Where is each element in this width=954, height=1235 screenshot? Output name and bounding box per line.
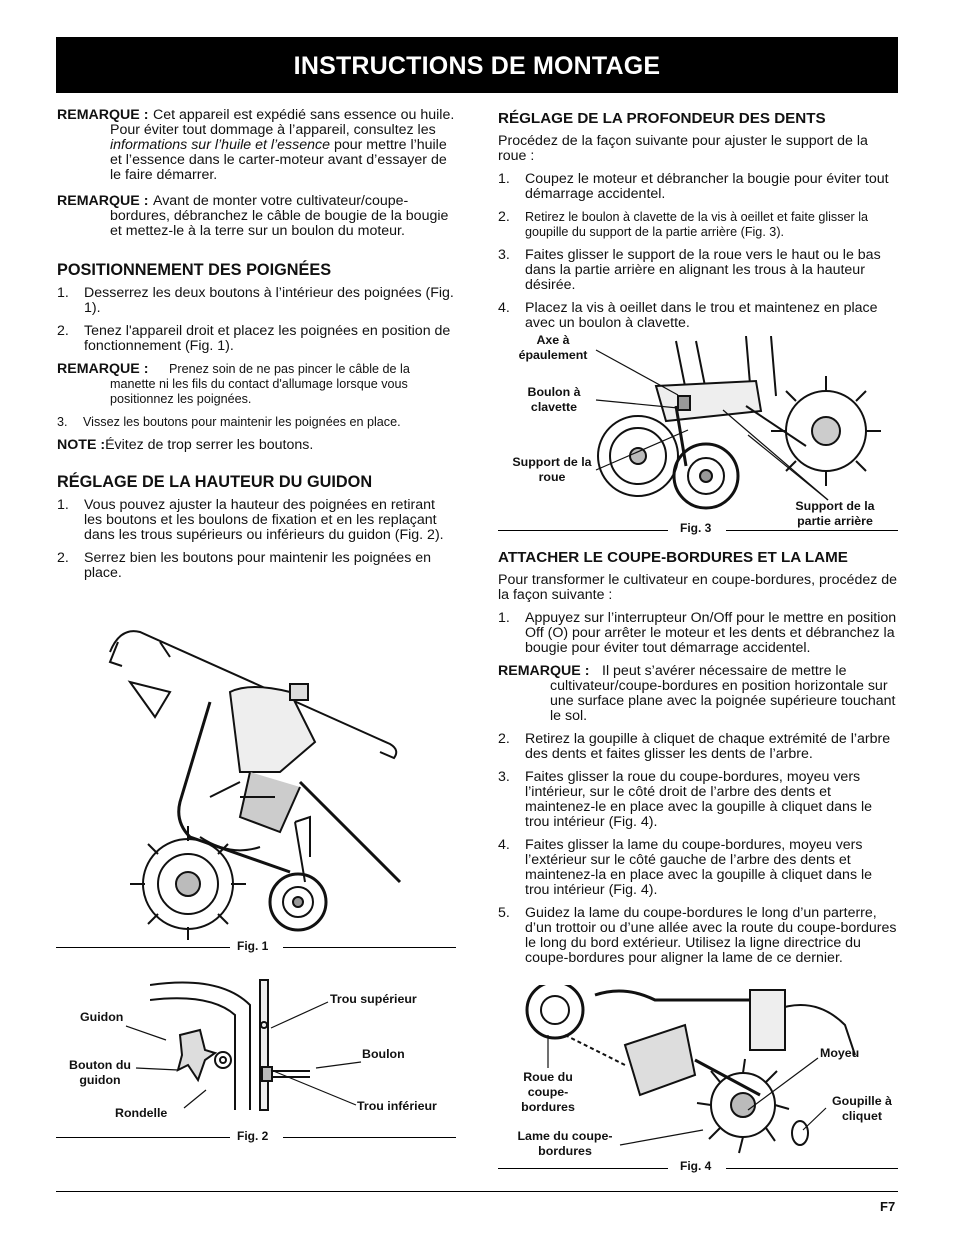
callout-roue-du-coupe-bordures: Roue du coupe-bordures [521, 1070, 575, 1114]
section-heading-handles: POSITIONNEMENT DES POIGNÉES [57, 261, 332, 279]
list-item: 2. Serrez bien les boutons pour maintenir les poignées en place. [57, 550, 432, 581]
fig3-rule-right [726, 530, 898, 531]
fig1-tiller-illustration [100, 622, 440, 942]
callout-moyeu: Moyeu [820, 1046, 860, 1060]
note-label: REMARQUE : [57, 107, 149, 123]
list-item: 2. Retirez la goupille à cliquet de chaque extrémité de l’arbre des dents et faites glisser les dents de l’arbre. [498, 731, 891, 762]
callout-guidon: Guidon [80, 1010, 124, 1024]
list-item: 4. Faites glisser la lame du coupe-bordures, moyeu vers l’extérieur sur le côté gauche de l’arbre des dents et maintenez-la en place avec la goupille à cliquet dans le trou intérieur (Fig. 4). [498, 837, 873, 898]
callout-axe-a-epaulement: Axe à épaulement [518, 333, 588, 362]
note-fuel [57, 108, 457, 183]
list-item: 1. Vous pouvez ajuster la hauteur des poignées en retirant les boutons et les boulons de fixation et en les replaçant dans les trous supérieurs ou inférieurs du guidon (Fig. 2). [57, 497, 444, 543]
fig4-rule-left [498, 1168, 668, 1169]
depth-steps [498, 172, 900, 331]
page-title-banner: INSTRUCTIONS DE MONTAGE [56, 37, 898, 93]
note-horizontal [498, 664, 900, 724]
note-label: REMARQUE : [57, 193, 149, 209]
fig4-rule-right [726, 1168, 898, 1169]
fig2-leader-lines [56, 980, 456, 1120]
note-label: REMARQUE : [498, 663, 590, 679]
section-heading-edger: ATTACHER LE COUPE-BORDURES ET LA LAME [498, 549, 848, 566]
list-item: 3. Faites glisser le support de la roue vers le haut ou le bas dans la partie arrière en alignant les trous à la hauteur désirée. [498, 247, 881, 293]
fig3-rule-left [498, 530, 668, 531]
edger-steps [498, 611, 900, 656]
list-item: 1. Coupez le moteur et débrancher la bougie pour éviter tout démarrage accidentel. [498, 171, 889, 202]
list-item: 2. Tenez l'appareil droit et placez les poignées en position de fonctionnement (Fig. 1). [57, 323, 451, 354]
fig1-rule-right [283, 947, 456, 948]
page-number: F7 [880, 1199, 896, 1214]
fig3-leader-lines [498, 330, 898, 520]
callout-boulon-a-clavette: Boulon à clavette [527, 385, 581, 414]
list-item: 5. Guidez la lame du coupe-bordures le long d’un parterre, d’un trottoir ou d’une allée avec la route du coupe-bordures le long du bord extérieur. Utilisez la ligne directrice du coupe-bordures pour aligner la lame de ce dernier. [498, 905, 897, 966]
callout-boulon: Boulon [362, 1047, 405, 1061]
callout-support-de-la-roue: Support de la roue [512, 455, 592, 484]
edger-intro: Pour transformer le cultivateur en coupe-bordures, procédez de la façon suivante : [498, 572, 898, 603]
fig1-rule-left [56, 947, 230, 948]
note-label: REMARQUE : [57, 361, 149, 377]
callout-goupille-a-cliquet: Goupille à cliquet [832, 1094, 892, 1123]
handles-steps-continued [57, 415, 457, 430]
note-pinch [57, 362, 457, 407]
fig2-rule-left [56, 1137, 230, 1138]
note-spark-plug [57, 194, 457, 239]
fig2-rule-right [283, 1137, 456, 1138]
callout-lame-du-coupe-bordures: Lame du coupe-bordures [517, 1129, 613, 1158]
callout-trou-superieur: Trou supérieur [330, 992, 417, 1006]
note-text: Avant de monter votre cultivateur/coupe-bordures, débranchez le câble de bougie de la bougie et mettez-le à la terre sur un boulon du moteur. [110, 193, 449, 239]
list-item: 3. Vissez les boutons pour maintenir les poignées en place. [57, 415, 401, 429]
fig4-leader-lines [498, 1030, 898, 1170]
fig4-label: Fig. 4 [680, 1159, 712, 1173]
fig2-label: Fig. 2 [237, 1129, 269, 1143]
note-text: Il peut s’avérer nécessaire de mettre le cultivateur/coupe-bordures en position horizontale sur une surface plane avec la poignée supérieure touchant le sol. [550, 663, 896, 724]
list-item: 2. Retirez le boulon à clavette de la vis à oeillet et faite glisser la goupille du support de la partie arrière (Fig. 3). [498, 209, 869, 239]
note-emphasis: informations sur l’huile et l’essence [110, 137, 331, 153]
right-column [498, 110, 900, 339]
tip: NOTE :Évitez de trop serrer les boutons. [57, 437, 314, 453]
callout-trou-inferieur: Trou inférieur [357, 1099, 437, 1113]
callout-bouton-du-guidon: Bouton du guidon [69, 1058, 131, 1087]
list-item: 1. Appuyez sur l’interrupteur On/Off pour le mettre en position Off (O) pour arrêter le moteur et les dents et débranchez la bougie pour éviter tout démarrage accidentel. [498, 610, 897, 656]
left-column [57, 108, 457, 589]
edger-steps-continued [498, 732, 900, 966]
guidon-steps [57, 498, 457, 581]
fig3-label: Fig. 3 [680, 521, 712, 535]
footer-rule [56, 1191, 898, 1192]
list-item: 4. Placez la vis à oeillet dans le trou et maintenez en place avec un boulon à clavette. [498, 300, 878, 331]
right-column-lower [498, 549, 900, 974]
section-heading-guidon: RÉGLAGE DE LA HAUTEUR DU GUIDON [57, 473, 373, 491]
note-text: Prenez soin de ne pas pincer le câble de la manette ni les fils du contact d'allumage lorsque vous positionnez les poignées. [110, 362, 410, 406]
fig1-label: Fig. 1 [237, 939, 269, 953]
depth-intro: Procédez de la façon suivante pour ajuster le support de la roue : [498, 133, 868, 164]
list-item: 1. Desserrez les deux boutons à l’intérieur des poignées (Fig. 1). [57, 285, 454, 316]
list-item: 3. Faites glisser la roue du coupe-bordures, moyeu vers l’intérieur, sur le côté droit de l’arbre des dents et maintenez-le en place avec la goupille à cliquet dans le trou intérieur (Fig. 4). [498, 769, 873, 830]
handles-steps [57, 286, 457, 354]
callout-rondelle: Rondelle [115, 1106, 168, 1120]
section-heading-depth: RÉGLAGE DE LA PROFONDEUR DES DENTS [498, 110, 826, 127]
callout-support-partie-arriere: Support de la partie arrière [795, 499, 875, 528]
note-text: Cet appareil est expédié sans essence ou huile. Pour éviter tout dommage à l’appareil, consultez les informations sur l’huile et l’essence pour mettre l’huile et l’essence dans le carter-moteur avant d’essayer de le faire démarrer. [110, 107, 455, 183]
